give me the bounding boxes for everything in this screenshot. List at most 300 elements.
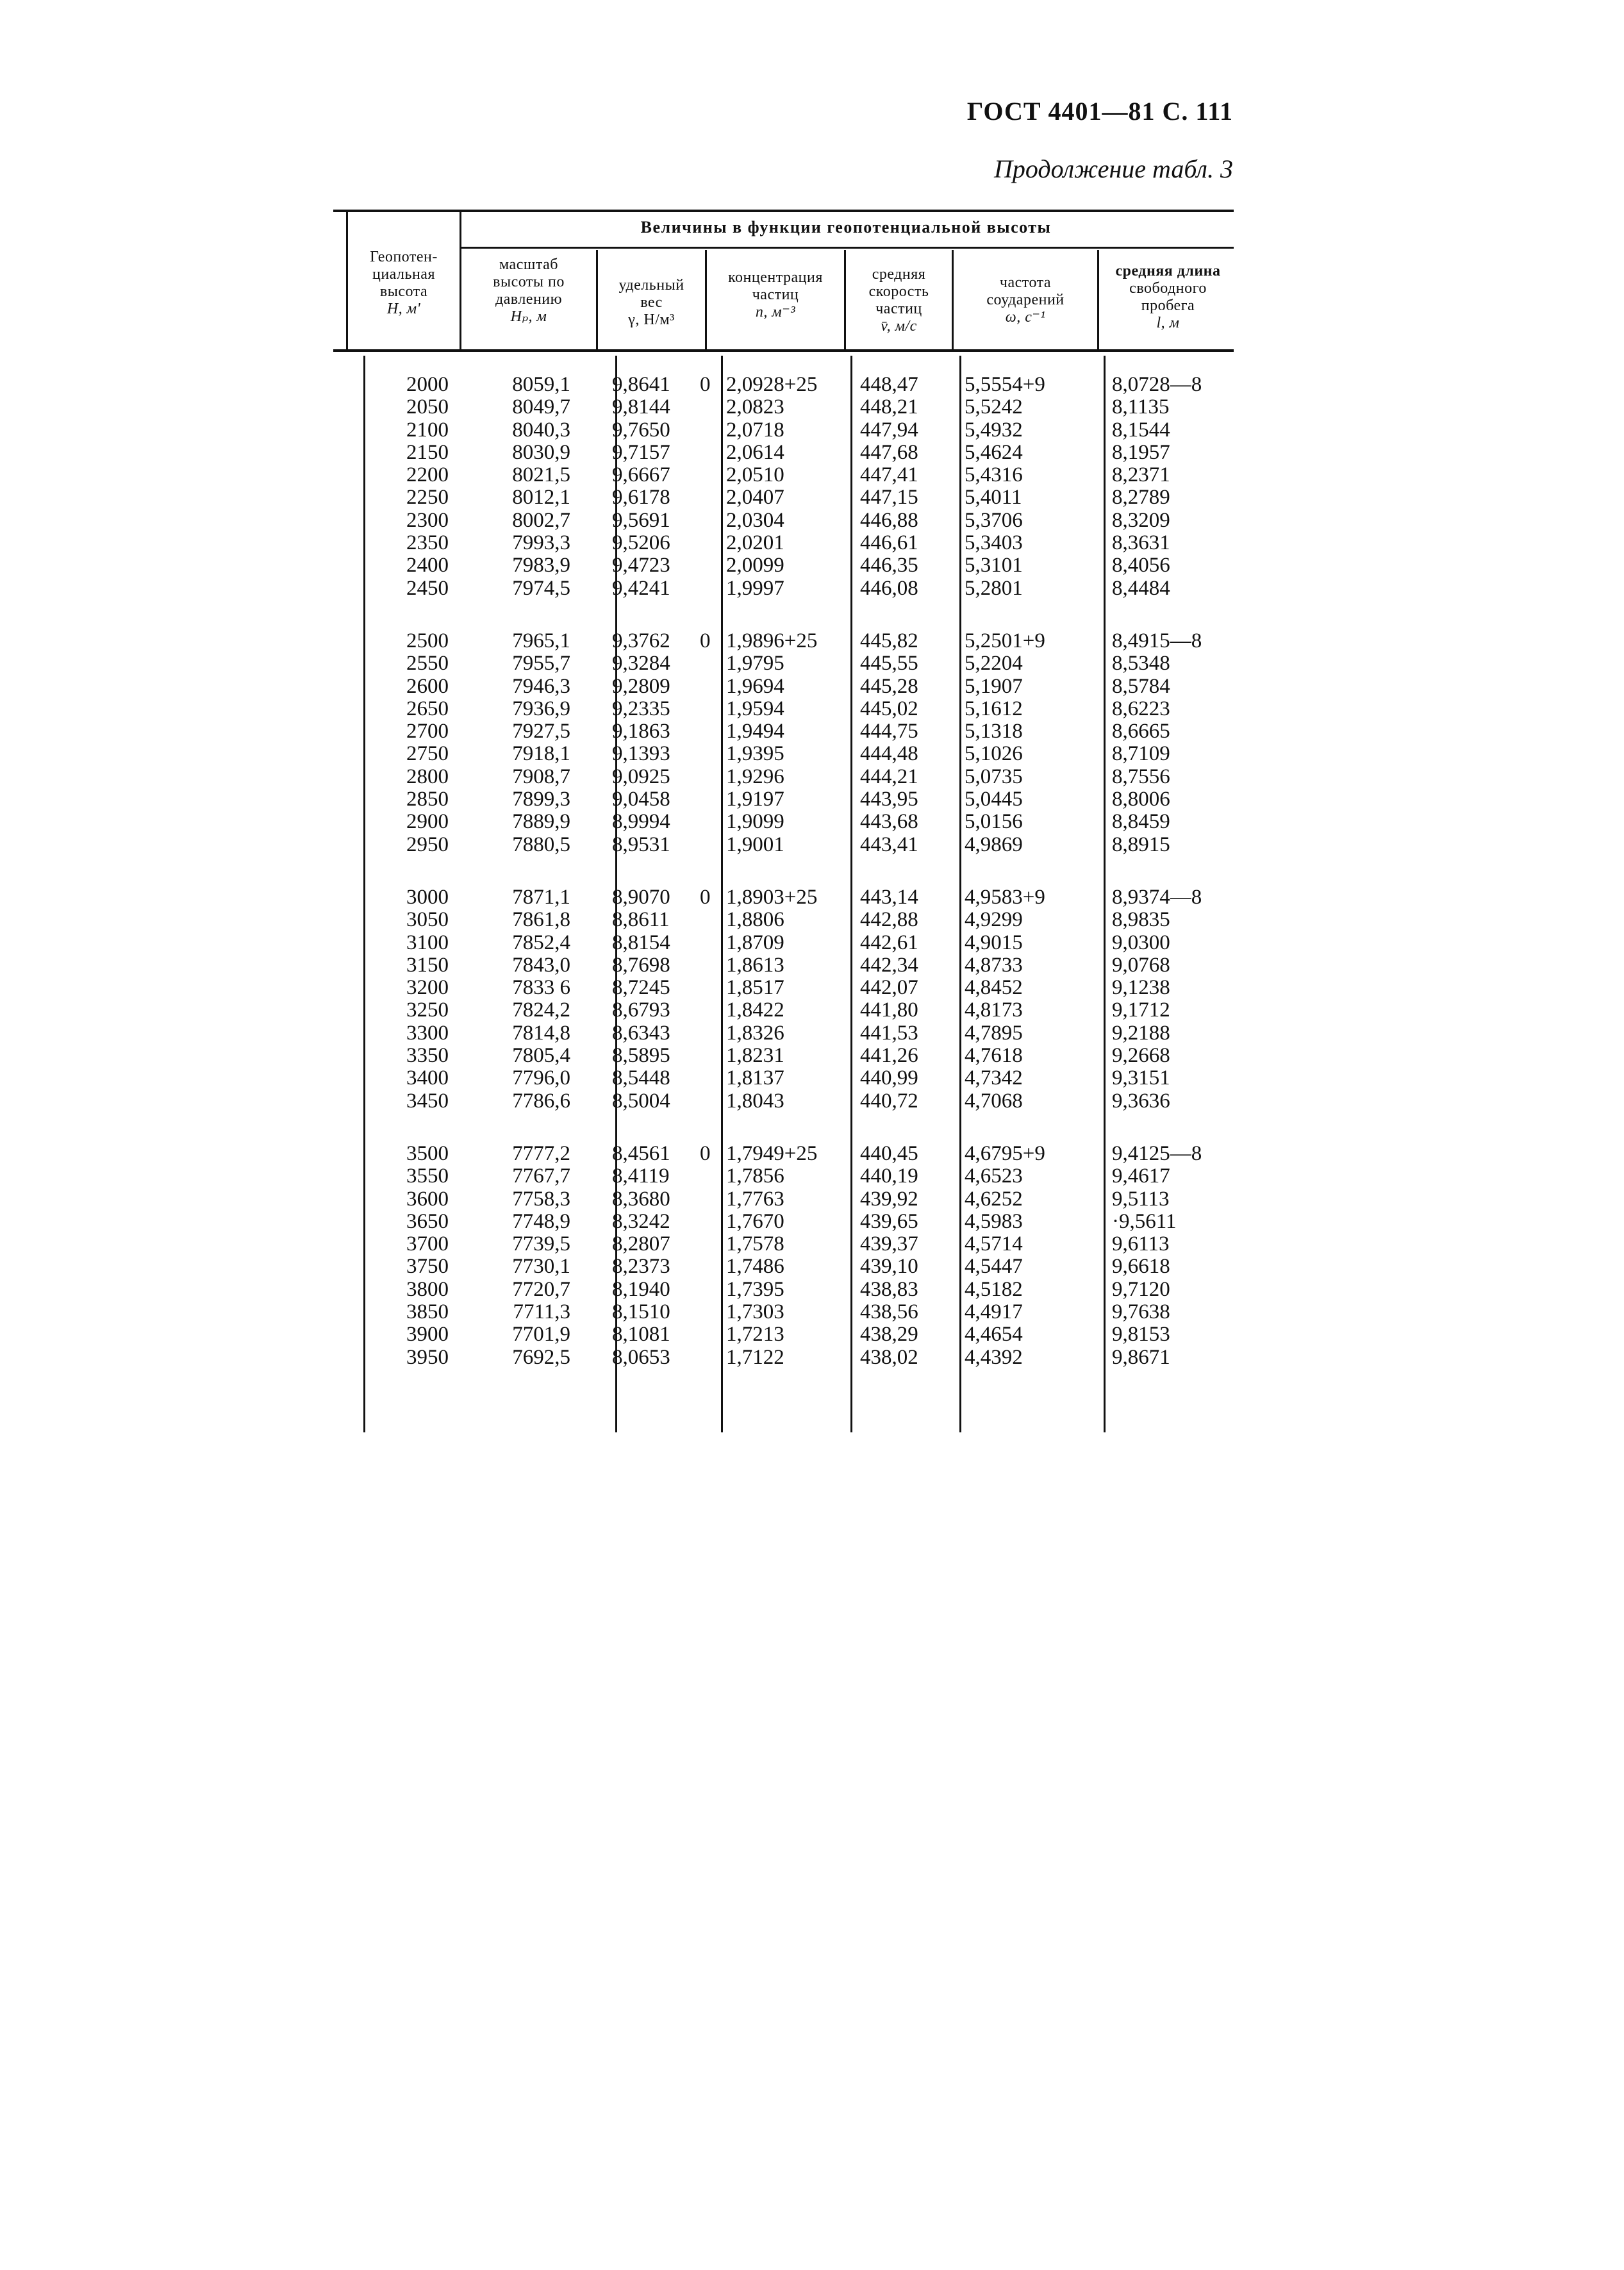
table-cell: 9,8671 (1112, 1345, 1170, 1369)
table-cell: 1,9197 (726, 788, 784, 811)
group-header-rule (461, 247, 1234, 249)
table-cell: 2650 (406, 697, 449, 720)
table-cell: 8,4561 (612, 1141, 670, 1165)
block-gap (359, 1113, 449, 1143)
header-line: давлению (495, 291, 563, 308)
table-cell: 9,0458 (612, 788, 670, 811)
block-gap (726, 856, 848, 886)
table-cell (700, 577, 713, 600)
table-cell (700, 1067, 713, 1089)
block-gap (700, 600, 713, 630)
table-cell: 7730,1 (512, 1255, 570, 1279)
column-divider (1104, 356, 1106, 1432)
table-cell: 2,0201 (726, 531, 784, 555)
table-cell: 443,41 (860, 833, 918, 856)
header-line: скорость (868, 283, 929, 300)
column-collision-frequency (965, 374, 1096, 1369)
table-cell: 4,7068 (965, 1089, 1023, 1113)
table-cell: 2,0928+25 (726, 373, 818, 396)
table-cell (700, 652, 713, 675)
table-cell (700, 486, 713, 509)
block-gap (612, 1113, 689, 1143)
table-cell: 5,5242 (965, 395, 1023, 419)
table-cell: 1,7486 (726, 1255, 784, 1279)
table-cell: 3150 (406, 953, 449, 977)
table-cell: 7786,6 (512, 1089, 570, 1113)
table-cell: 7899,3 (512, 788, 570, 811)
table-cell: 4,9583+9 (965, 885, 1045, 909)
page-header: ГОСТ 4401—81 С. 111 (966, 97, 1233, 126)
table-cell: 3700 (406, 1232, 449, 1256)
group-header: Величины в функции геопотенциальной высоты (640, 218, 1052, 236)
table-cell: 8,1135 (1112, 395, 1170, 419)
table-cell: 5,1318 (965, 720, 1023, 743)
table-cell: 2600 (406, 674, 449, 698)
table-cell: 9,6113 (1112, 1232, 1170, 1256)
table-cell: 5,2501+9 (965, 629, 1045, 652)
table-cell (700, 811, 713, 833)
table-cell: 5,3101 (965, 554, 1023, 577)
table-cell (700, 909, 713, 931)
table-cell: 9,3762 (612, 629, 670, 652)
table-cell (700, 554, 713, 577)
table-cell: 2,0718 (726, 418, 784, 442)
table-cell: 440,19 (860, 1164, 918, 1188)
table-cell (700, 396, 713, 418)
table-cell: 3950 (406, 1345, 449, 1369)
table-cell: 441,26 (860, 1044, 918, 1068)
header-line: соударений (986, 292, 1065, 308)
table-cell: 442,34 (860, 953, 918, 977)
header-line: циальная (372, 266, 435, 283)
table-cell: 1,7213 (726, 1323, 784, 1346)
table-cell: 9,5206 (612, 531, 670, 555)
table-cell: 2000 (406, 373, 449, 396)
table-cell: 4,8733 (965, 953, 1023, 977)
table-cell (700, 954, 713, 977)
table-cell: 8059,1 (512, 373, 570, 396)
table-cell: 7918,1 (512, 742, 570, 766)
block-gap (726, 600, 848, 630)
table-cell: 447,41 (860, 463, 918, 487)
block-gap (700, 856, 713, 886)
table-cell: 2400 (406, 554, 449, 577)
table-cell: 8,0728—8 (1112, 373, 1202, 396)
table-cell: 8,8459 (1112, 810, 1170, 834)
column-concentration (726, 374, 848, 1369)
block-gap (860, 1113, 950, 1143)
table-cell: 0 (700, 1141, 711, 1165)
table-cell: 4,7342 (965, 1066, 1023, 1090)
table-cell: 9,6618 (1112, 1255, 1170, 1279)
table-cell: 8,4119 (612, 1164, 670, 1188)
table-cell: 3400 (406, 1066, 449, 1090)
table-cell: 5,3403 (965, 531, 1023, 555)
header-line: Hₚ, м (510, 308, 547, 325)
block-gap (359, 856, 449, 886)
table-cell: 9,4241 (612, 576, 670, 600)
table-cell: 5,1026 (965, 742, 1023, 766)
table-cell: 3750 (406, 1255, 449, 1279)
table-cell: 7711,3 (513, 1300, 570, 1323)
block-gap (461, 1113, 570, 1143)
table-cell (700, 743, 713, 765)
table-cell: 3350 (406, 1044, 449, 1068)
table-cell: 5,0156 (965, 810, 1023, 834)
table-cell: 446,61 (860, 531, 918, 555)
table-cell: 5,1612 (965, 697, 1023, 720)
table-cell: 7720,7 (512, 1277, 570, 1301)
table-cell: 8,5348 (1112, 652, 1170, 675)
table-cell: 8,6223 (1112, 697, 1170, 720)
header-line: n, м⁻³ (755, 304, 796, 320)
table-cell: 441,53 (860, 1021, 918, 1045)
header-line: частота (999, 274, 1052, 291)
table-cell: 3850 (406, 1300, 449, 1323)
table-cell: 4,4654 (965, 1323, 1023, 1346)
header-line: H, м' (386, 301, 421, 317)
table-cell: 8,5895 (612, 1044, 670, 1068)
table-cell: 9,1863 (612, 720, 670, 743)
table-cell (700, 1233, 713, 1255)
block-gap (1112, 600, 1240, 630)
table-cell (700, 464, 713, 486)
table-cell: 5,2204 (965, 652, 1023, 675)
table-cell: 1,9694 (726, 674, 784, 698)
table-cell: 3650 (406, 1209, 449, 1233)
table-cell (700, 1301, 713, 1323)
block-gap (700, 1113, 713, 1143)
table-cell: 0 (700, 629, 711, 652)
header-line: ω, с⁻¹ (1005, 309, 1046, 326)
table-cell: 2,0304 (726, 508, 784, 532)
table-cell: 7814,8 (512, 1021, 570, 1045)
header-line: вес (640, 294, 663, 311)
table-cell (700, 977, 713, 999)
table-cell: 7739,5 (512, 1232, 570, 1256)
table-cell: 8,7556 (1112, 765, 1170, 788)
header-line: высоты по (493, 274, 565, 290)
table-cell (700, 788, 713, 811)
table-cell: 3200 (406, 976, 449, 1000)
table-cell: 8,4056 (1112, 554, 1170, 577)
table-cell: 1,7856 (726, 1164, 784, 1188)
table-cell: 0 (700, 373, 711, 396)
table-cell: 9,7638 (1112, 1300, 1170, 1323)
header-line: Геопотен- (370, 249, 438, 265)
table-cell: 4,8173 (965, 998, 1023, 1022)
table-cell: 438,56 (860, 1300, 918, 1323)
table-cell: 7748,9 (512, 1209, 570, 1233)
table-cell: 7880,5 (512, 833, 570, 856)
table-cell: 443,95 (860, 788, 918, 811)
table-cell: 1,7122 (726, 1345, 784, 1369)
table-cell: 7946,3 (512, 674, 570, 698)
table-cell: 1,7763 (726, 1187, 784, 1211)
table-cell: 5,4011 (965, 486, 1022, 510)
table-top-rule (333, 210, 1234, 212)
table-cell: 8,3631 (1112, 531, 1170, 555)
table-cell: 8,5784 (1112, 674, 1170, 698)
table-cell: 7852,4 (512, 931, 570, 954)
table-cell: 9,3636 (1112, 1089, 1170, 1113)
table-cell: 7692,5 (512, 1345, 570, 1369)
header-line: масштаб (499, 256, 558, 273)
table-cell: 7833 6 (512, 976, 570, 1000)
block-gap (1112, 1113, 1240, 1143)
table-cell: 8030,9 (512, 440, 570, 464)
table-cell: 438,02 (860, 1345, 918, 1369)
table-cell: 8,1957 (1112, 440, 1170, 464)
table-cell: 7936,9 (512, 697, 570, 720)
column-divider (850, 356, 852, 1432)
table-cell: 8,1081 (612, 1323, 670, 1346)
table-cell: 8012,1 (512, 486, 570, 510)
table-cell: 9,8144 (612, 395, 670, 419)
table-cell: 3600 (406, 1187, 449, 1211)
table-cell (700, 834, 713, 856)
table-cell: 8,2373 (612, 1255, 670, 1279)
table-cell: 8,1544 (1112, 418, 1170, 442)
table-cell: 8,5004 (612, 1089, 670, 1113)
table-cell (700, 766, 713, 788)
header-line: высота (379, 283, 428, 300)
block-gap (359, 600, 449, 630)
table-cell: 3800 (406, 1277, 449, 1301)
table-cell: 8,9531 (612, 833, 670, 856)
table-cell: 446,35 (860, 554, 918, 577)
table-cell: 2050 (406, 395, 449, 419)
block-gap (612, 856, 689, 886)
table-cell: 7796,0 (512, 1066, 570, 1090)
table-caption: Продолжение табл. 3 (993, 154, 1233, 183)
table-cell: 8,8611 (612, 908, 670, 932)
table-cell: 8,4915—8 (1112, 629, 1202, 652)
table-cell: 8,8154 (612, 931, 670, 954)
table-cell: 445,55 (860, 652, 918, 675)
table-cell: 8,9835 (1112, 908, 1170, 932)
table-cell: 4,7618 (965, 1044, 1023, 1068)
table-cell: 5,3706 (965, 508, 1023, 532)
table-cell: 3500 (406, 1141, 449, 1165)
column-specific-weight (612, 374, 689, 1369)
table-cell: 7927,5 (512, 720, 570, 743)
block-gap (965, 856, 1096, 886)
table-cell: 4,7895 (965, 1021, 1023, 1045)
table-cell (700, 1255, 713, 1278)
table-cell: 4,9299 (965, 908, 1023, 932)
table-cell: 446,08 (860, 576, 918, 600)
table-cell: 2100 (406, 418, 449, 442)
block-gap (860, 600, 950, 630)
table-cell: 4,9869 (965, 833, 1023, 856)
table-cell: 1,7578 (726, 1232, 784, 1256)
table-cell: 440,99 (860, 1066, 918, 1090)
table-cell: 442,88 (860, 908, 918, 932)
table-cell: 1,9494 (726, 720, 784, 743)
block-gap (965, 1113, 1096, 1143)
table-cell: 9,3284 (612, 652, 670, 675)
table-cell: 439,10 (860, 1255, 918, 1279)
table-cell: 8,9374—8 (1112, 885, 1202, 909)
table-cell: 439,65 (860, 1209, 918, 1233)
table-cell: 7871,1 (512, 885, 570, 909)
table-cell: 3100 (406, 931, 449, 954)
table-cell: 4,8452 (965, 976, 1023, 1000)
table-cell: 4,4917 (965, 1300, 1023, 1323)
table-cell (700, 1323, 713, 1346)
table-cell: 8,6343 (612, 1021, 670, 1045)
table-cell: 4,6795+9 (965, 1141, 1045, 1165)
table-cell: 2,0099 (726, 554, 784, 577)
header-mean-free-path (1099, 263, 1237, 332)
table-cell: 444,48 (860, 742, 918, 766)
table-cell: 5,4316 (965, 463, 1023, 487)
table-cell: 1,8903+25 (726, 885, 818, 909)
table-cell: 440,72 (860, 1089, 918, 1113)
header-concentration (707, 269, 844, 321)
table-cell: 8,2807 (612, 1232, 670, 1256)
table-cell: 7701,9 (512, 1323, 570, 1346)
table-cell: 438,83 (860, 1277, 918, 1301)
header-line: концентрация (728, 269, 823, 286)
header-specific-weight (598, 277, 705, 329)
table-cell: 2500 (406, 629, 449, 652)
table-cell: 9,2188 (1112, 1021, 1170, 1045)
header-mean-velocity (846, 266, 952, 335)
table-cell: 448,21 (860, 395, 918, 419)
table-cell (700, 1090, 713, 1113)
table-cell: 439,37 (860, 1232, 918, 1256)
table-cell: 1,8137 (726, 1066, 784, 1090)
column-scale-height (461, 374, 570, 1369)
header-height (349, 249, 458, 318)
table-cell: 7861,8 (512, 908, 570, 932)
column-divider (959, 356, 961, 1432)
table-cell: 9,4723 (612, 554, 670, 577)
table-cell: 1,7395 (726, 1277, 784, 1301)
table-cell: 5,5554+9 (965, 373, 1045, 396)
table-cell: 2700 (406, 720, 449, 743)
table-cell: 2850 (406, 788, 449, 811)
table-cell: 8002,7 (512, 508, 570, 532)
table-cell: 1,8231 (726, 1044, 784, 1068)
table-cell: 8,3680 (612, 1187, 670, 1211)
header-line: v̄, м/с (881, 318, 917, 335)
table-cell: 4,9015 (965, 931, 1023, 954)
table-cell: 1,7670 (726, 1209, 784, 1233)
table-cell: 5,0445 (965, 788, 1023, 811)
table-cell: ·9,5611 (1112, 1209, 1177, 1233)
table-cell: 447,68 (860, 440, 918, 464)
table-cell: 8049,7 (512, 395, 570, 419)
header-line: средняя (872, 266, 926, 283)
table-cell: 441,80 (860, 998, 918, 1022)
header-collision-frequency (954, 274, 1097, 326)
table-cell: 9,4125—8 (1112, 1141, 1202, 1165)
table-cell: 7805,4 (512, 1044, 570, 1068)
table-cell: 8,9994 (612, 810, 670, 834)
table-cell: 9,6667 (612, 463, 670, 487)
table-cell: 1,8709 (726, 931, 784, 954)
table-cell: 7955,7 (512, 652, 570, 675)
table-cell (700, 419, 713, 442)
table-cell (700, 1165, 713, 1188)
table-cell: 9,8641 (612, 373, 670, 396)
table-cell: 3450 (406, 1089, 449, 1113)
table-cell: 8,3209 (1112, 508, 1170, 532)
table-cell: 445,28 (860, 674, 918, 698)
table-cell: 1,8517 (726, 976, 784, 1000)
table-cell: 9,7120 (1112, 1277, 1170, 1301)
table-cell: 0 (700, 885, 711, 909)
table-cell: 5,2801 (965, 576, 1023, 600)
table-cell: 2150 (406, 440, 449, 464)
table-cell: 442,61 (860, 931, 918, 954)
table-cell: 9,0300 (1112, 931, 1170, 954)
table-cell (700, 698, 713, 720)
table-cell: 447,94 (860, 418, 918, 442)
table-cell: 8040,3 (512, 418, 570, 442)
header-line: l, м (1156, 315, 1180, 331)
table-cell: 442,07 (860, 976, 918, 1000)
table-cell: 443,68 (860, 810, 918, 834)
column-exponent-marker (700, 374, 713, 1369)
table-cell: 3300 (406, 1021, 449, 1045)
table-cell: 2300 (406, 508, 449, 532)
table-cell (700, 999, 713, 1022)
table-cell: 2800 (406, 765, 449, 788)
table-cell (700, 1279, 713, 1301)
table-cell: 8,7109 (1112, 742, 1170, 766)
table-cell: 1,9296 (726, 765, 784, 788)
column-height (359, 374, 449, 1369)
table-cell: 9,0768 (1112, 953, 1170, 977)
table-cell: 3050 (406, 908, 449, 932)
table-cell: 440,45 (860, 1141, 918, 1165)
table-cell: 4,5714 (965, 1232, 1023, 1256)
table-cell: 1,9001 (726, 833, 784, 856)
table-cell: 8,3242 (612, 1209, 670, 1233)
table-cell: 9,1238 (1112, 976, 1170, 1000)
table-cell (700, 510, 713, 532)
table-cell: 1,9594 (726, 697, 784, 720)
table-cell: 444,21 (860, 765, 918, 788)
table-cell: 3000 (406, 885, 449, 909)
table-cell: 8,2371 (1112, 463, 1170, 487)
table-cell: 1,8422 (726, 998, 784, 1022)
table-cell: 2250 (406, 486, 449, 510)
table-cell: 445,82 (860, 629, 918, 652)
table-cell: 1,7303 (726, 1300, 784, 1323)
table-cell: 7993,3 (512, 531, 570, 555)
table-cell: 9,1712 (1112, 998, 1170, 1022)
table-cell: 9,7157 (612, 440, 670, 464)
block-gap (860, 856, 950, 886)
table-cell: 448,47 (860, 373, 918, 396)
table-cell: 8,4484 (1112, 576, 1170, 600)
table-cell: 8021,5 (512, 463, 570, 487)
table-cell: 7889,9 (512, 810, 570, 834)
table-cell: 7974,5 (512, 576, 570, 600)
table-cell: 9,8153 (1112, 1323, 1170, 1346)
table-cell: 2,0407 (726, 486, 784, 510)
table-cell: 1,9896+25 (726, 629, 818, 652)
header-line: удельный (618, 277, 684, 294)
table-cell (700, 1045, 713, 1067)
block-gap (461, 600, 570, 630)
header-line: γ, Н/м³ (628, 311, 675, 328)
